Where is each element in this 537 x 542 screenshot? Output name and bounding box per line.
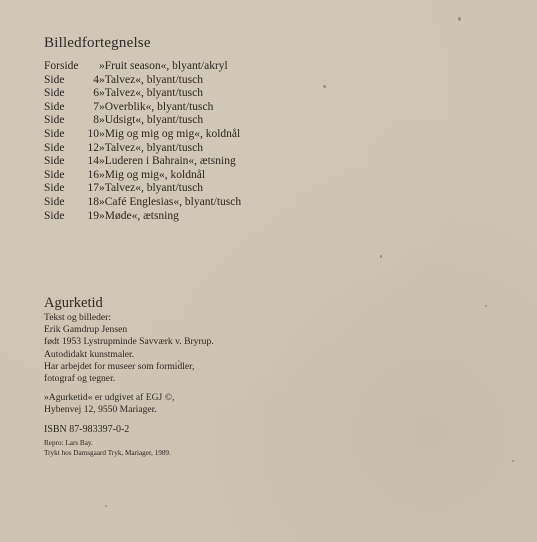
- list-item: [44, 155, 241, 169]
- page-number: 8: [93, 114, 99, 127]
- page-number: 17: [87, 182, 99, 195]
- page-number: 12: [87, 141, 99, 154]
- credits-line: Autodidakt kunstmaler.: [44, 348, 135, 360]
- isbn: ISBN 87-983397-0-2: [44, 424, 130, 435]
- page-number: 4: [93, 73, 99, 86]
- list-item: [44, 210, 241, 224]
- page-number: 18: [87, 195, 99, 208]
- publisher-line: »Agurketid« er udgivet af EGJ ©,: [44, 392, 175, 403]
- page-number: 14: [87, 155, 99, 168]
- paper-speck: [323, 85, 326, 88]
- picture-title: »Møde«, ætsning: [99, 209, 179, 222]
- picture-title: »Talvez«, blyant/tusch: [99, 182, 203, 195]
- list-item: [44, 169, 241, 183]
- picture-title: »Overblik«, blyant/tusch: [99, 100, 214, 113]
- picture-list: [44, 60, 241, 223]
- list-item: [44, 87, 241, 101]
- printing-line: Repro: Lars Bay.: [44, 439, 93, 447]
- list-item: [44, 196, 241, 210]
- page-word: Side: [44, 155, 65, 168]
- paper-speck: [512, 460, 514, 462]
- publisher-line: Hybenvej 12, 9550 Mariager.: [44, 404, 157, 416]
- list-item: [44, 60, 241, 74]
- printing-info: [44, 439, 171, 459]
- picture-title: »Udsigt«, blyant/tusch: [99, 114, 204, 127]
- paper-speck: [105, 505, 107, 507]
- paper-speck: [458, 17, 461, 21]
- picture-title: »Talvez«, blyant/tusch: [99, 87, 203, 100]
- picture-title: »Mig og mig og mig«, koldnål: [99, 127, 241, 140]
- page-word: Side: [44, 195, 65, 208]
- page-word: Side: [44, 182, 65, 195]
- printing-line: Trykt hos Damsgaard Tryk, Mariager, 1989.: [44, 448, 171, 457]
- credits-line: fotograf og tegner.: [44, 373, 116, 385]
- page-number: 6: [93, 87, 99, 100]
- page-number: [79, 60, 99, 74]
- book-title: Agurketid: [44, 295, 103, 311]
- list-item: [44, 128, 241, 142]
- list-item: [44, 182, 241, 196]
- picture-title: »Café Englesias«, blyant/tusch: [99, 195, 242, 208]
- page-word: Side: [44, 141, 65, 154]
- page-word: Side: [44, 114, 65, 127]
- picture-title: »Talvez«, blyant/tusch: [99, 141, 203, 154]
- paper-speck: [485, 305, 487, 307]
- publisher-block: [44, 392, 174, 417]
- page-word: Side: [44, 87, 65, 100]
- credits-line: født 1953 Lystrupminde Savværk v. Bryrup.: [44, 336, 214, 348]
- picture-list-heading: Billedfortegnelse: [44, 35, 151, 51]
- list-item: [44, 74, 241, 88]
- page-number: 10: [87, 127, 99, 140]
- picture-title: »Mig og mig«, koldnål: [99, 168, 206, 181]
- credits-block: [44, 312, 214, 385]
- credits-line: Erik Gamdrup Jensen: [44, 324, 128, 336]
- credits-line: Tekst og billeder:: [44, 312, 112, 323]
- page-number: 19: [87, 209, 99, 222]
- picture-title: »Luderen i Bahrain«, ætsning: [99, 155, 236, 168]
- picture-title: »Fruit season«, blyant/akryl: [99, 60, 228, 72]
- paper-speck: [380, 255, 382, 258]
- page-word: Side: [44, 100, 65, 113]
- list-item: [44, 101, 241, 115]
- page-word: Side: [44, 127, 65, 140]
- page-number: 7: [93, 100, 99, 113]
- credits-line: Har arbejdet for museer som formidler,: [44, 360, 195, 372]
- picture-title: »Talvez«, blyant/tusch: [99, 73, 203, 86]
- page-word: Side: [44, 73, 65, 86]
- page-word: Side: [44, 168, 65, 181]
- list-item: [44, 114, 241, 128]
- page-number: 16: [87, 168, 99, 181]
- page-word: Side: [44, 209, 65, 222]
- page-word: Forside: [44, 60, 79, 72]
- list-item: [44, 142, 241, 156]
